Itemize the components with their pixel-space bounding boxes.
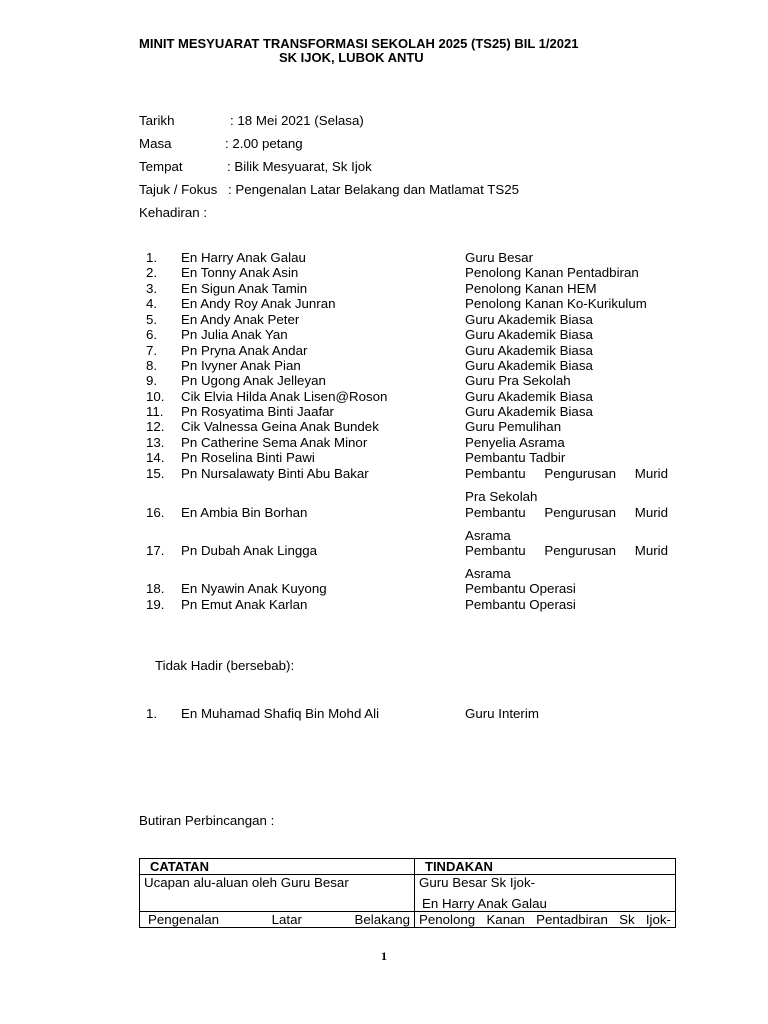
tarikh-value: : 18 Mei 2021 (Selasa) bbox=[230, 113, 364, 128]
attendee-name: En Tonny Anak Asin bbox=[181, 265, 299, 280]
attendee-role: Guru Akademik Biasa bbox=[465, 404, 593, 419]
attendee-number: 3. bbox=[146, 281, 158, 296]
attendee-role-continued: Asrama bbox=[465, 566, 511, 581]
masa-value: : 2.00 petang bbox=[225, 136, 303, 151]
role-word: Pembantu bbox=[465, 505, 526, 520]
role-word: Murid bbox=[634, 505, 668, 520]
tindakan-line: Guru Besar Sk Ijok- bbox=[419, 875, 536, 890]
attendee-name: Pn Catherine Sema Anak Minor bbox=[181, 435, 368, 450]
attendee-role: Guru Akademik Biasa bbox=[465, 327, 593, 342]
role-word: Pembantu bbox=[465, 466, 526, 481]
attendee-name: En Ambia Bin Borhan bbox=[181, 505, 308, 520]
attendee-name: Pn Julia Anak Yan bbox=[181, 327, 288, 342]
attendee-role: Pembantu Operasi bbox=[465, 581, 576, 596]
tindakan-line: En Harry Anak Galau bbox=[422, 896, 547, 911]
attendee-role: Guru Akademik Biasa bbox=[465, 389, 593, 404]
absent-role: Guru Interim bbox=[465, 706, 539, 721]
page-number: 1 bbox=[381, 949, 387, 963]
attendee-role: Penolong Kanan Pentadbiran bbox=[465, 265, 639, 280]
attendee-number: 13. bbox=[146, 435, 165, 450]
role-word: Pengurusan bbox=[544, 505, 617, 520]
attendee-number: 12. bbox=[146, 419, 165, 434]
attendee-role: Penolong Kanan Ko-Kurikulum bbox=[465, 296, 647, 311]
attendee-name: Pn Roselina Binti Pawi bbox=[181, 450, 315, 465]
attendee-role: Guru Pra Sekolah bbox=[465, 373, 571, 388]
attendee-name: Pn Rosyatima Binti Jaafar bbox=[181, 404, 334, 419]
attendee-name: En Nyawin Anak Kuyong bbox=[181, 581, 327, 596]
attendee-role: Penyelia Asrama bbox=[465, 435, 565, 450]
attendee-role: Pembantu Operasi bbox=[465, 597, 576, 612]
catatan-header: CATATAN bbox=[140, 859, 415, 875]
attendee-number: 15. bbox=[146, 466, 165, 481]
role-word: Pengurusan bbox=[544, 466, 617, 481]
attendee-number: 16. bbox=[146, 505, 165, 520]
cell-word: Sk bbox=[619, 912, 635, 927]
tajuk-label: Tajuk / Fokus bbox=[139, 182, 218, 197]
attendee-name: En Sigun Anak Tamin bbox=[181, 281, 308, 296]
tindakan-cell bbox=[415, 875, 676, 912]
document-title: MINIT MESYUARAT TRANSFORMASI SEKOLAH 2025 (TS25) BIL 1/2021 bbox=[139, 36, 579, 51]
attendee-name: En Andy Roy Anak Junran bbox=[181, 296, 336, 311]
attendee-role: Guru Pemulihan bbox=[465, 419, 562, 434]
attendee-name: Pn Pryna Anak Andar bbox=[181, 343, 308, 358]
attendee-number: 11. bbox=[146, 404, 164, 419]
attendee-number: 4. bbox=[146, 296, 158, 311]
tempat-value: : Bilik Mesyuarat, Sk Ijok bbox=[227, 159, 372, 174]
attendee-role bbox=[465, 543, 668, 558]
masa-label: Masa bbox=[139, 136, 172, 151]
cell-word: Penolong bbox=[419, 912, 476, 927]
attendee-number: 18. bbox=[146, 581, 165, 596]
school-name: SK IJOK, LUBOK ANTU bbox=[279, 50, 424, 65]
role-word: Murid bbox=[634, 543, 668, 558]
attendee-role: Guru Akademik Biasa bbox=[465, 358, 593, 373]
attendee-name: En Harry Anak Galau bbox=[181, 250, 306, 265]
table-header-row bbox=[140, 859, 676, 875]
tarikh-label: Tarikh bbox=[139, 113, 175, 128]
attendee-name: Pn Dubah Anak Lingga bbox=[181, 543, 318, 558]
attendee-role bbox=[465, 466, 668, 481]
attendee-role: Guru Besar bbox=[465, 250, 533, 265]
attendee-role-continued: Asrama bbox=[465, 528, 511, 543]
tempat-label: Tempat bbox=[139, 159, 183, 174]
cell-word: Kanan bbox=[486, 912, 525, 927]
attendee-number: 2. bbox=[146, 265, 158, 280]
attendee-role: Guru Akademik Biasa bbox=[465, 312, 593, 327]
attendee-number: 6. bbox=[146, 327, 158, 342]
attendee-role-continued: Pra Sekolah bbox=[465, 489, 538, 504]
catatan-cell bbox=[140, 912, 415, 928]
attendee-name: En Andy Anak Peter bbox=[181, 312, 300, 327]
attendee-name: Pn Ugong Anak Jelleyan bbox=[181, 373, 326, 388]
role-word: Murid bbox=[634, 466, 668, 481]
attendee-role: Penolong Kanan HEM bbox=[465, 281, 597, 296]
discussion-label: Butiran Perbincangan : bbox=[139, 813, 275, 828]
absent-number: 1. bbox=[146, 706, 158, 721]
tindakan-header: TINDAKAN bbox=[415, 859, 676, 875]
kehadiran-label: Kehadiran : bbox=[139, 205, 208, 220]
cell-word: Ijok- bbox=[645, 912, 671, 927]
tindakan-cell bbox=[415, 912, 676, 928]
attendee-number: 5. bbox=[146, 312, 158, 327]
attendee-role bbox=[465, 505, 668, 520]
attendee-name: Pn Nursalawaty Binti Abu Bakar bbox=[181, 466, 369, 481]
catatan-cell: Ucapan alu-aluan oleh Guru Besar bbox=[140, 875, 415, 912]
attendee-name: Pn Ivyner Anak Pian bbox=[181, 358, 301, 373]
attendee-role: Guru Akademik Biasa bbox=[465, 343, 593, 358]
attendee-number: 17. bbox=[146, 543, 165, 558]
cell-word: Pengenalan bbox=[148, 912, 219, 927]
attendee-name: Cik Valnessa Geina Anak Bundek bbox=[181, 419, 379, 434]
attendee-number: 1. bbox=[146, 250, 158, 265]
absent-name: En Muhamad Shafiq Bin Mohd Ali bbox=[181, 706, 380, 721]
cell-word: Pentadbiran bbox=[536, 912, 608, 927]
absent-label: Tidak Hadir (bersebab): bbox=[155, 658, 295, 673]
attendee-number: 7. bbox=[146, 343, 158, 358]
attendee-role: Pembantu Tadbir bbox=[465, 450, 566, 465]
attendee-number: 10. bbox=[146, 389, 165, 404]
tajuk-value: : Pengenalan Latar Belakang dan Matlamat TS25 bbox=[228, 182, 520, 197]
discussion-table bbox=[139, 858, 676, 928]
cell-word: Belakang bbox=[354, 912, 410, 927]
table-row bbox=[140, 912, 676, 928]
attendee-number: 14. bbox=[146, 450, 165, 465]
attendee-number: 9. bbox=[146, 373, 158, 388]
attendee-number: 19. bbox=[146, 597, 165, 612]
attendee-name: Cik Elvia Hilda Anak Lisen@Roson bbox=[181, 389, 388, 404]
attendee-name: Pn Emut Anak Karlan bbox=[181, 597, 308, 612]
attendee-number: 8. bbox=[146, 358, 158, 373]
table-row bbox=[140, 875, 676, 912]
role-word: Pembantu bbox=[465, 543, 526, 558]
role-word: Pengurusan bbox=[544, 543, 617, 558]
cell-word: Latar bbox=[271, 912, 302, 927]
